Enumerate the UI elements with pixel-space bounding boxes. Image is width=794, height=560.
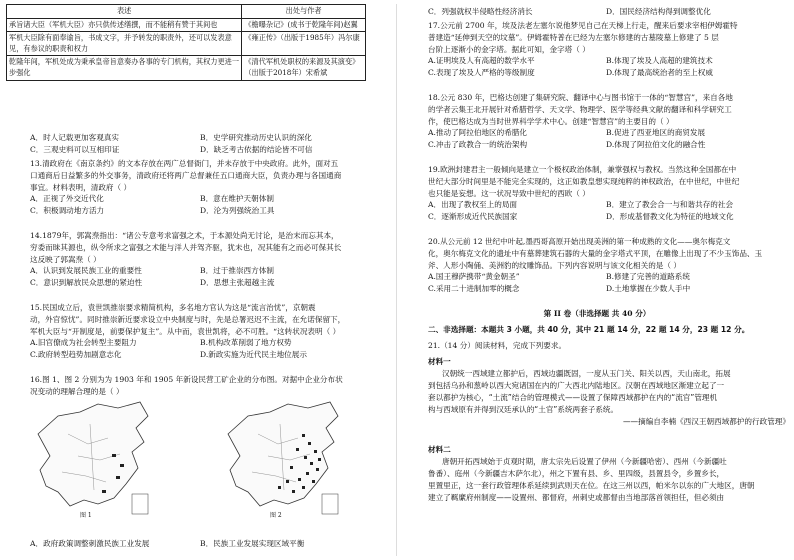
option-b: B．史学研究推动历史认识的深化 bbox=[200, 133, 312, 142]
table-cell-source: 《清代军机处职权的来源及其演变》（出版于2018年）宋希斌 bbox=[242, 56, 366, 80]
question-19 bbox=[428, 164, 790, 223]
question-20 bbox=[428, 236, 790, 295]
question-text-line: 况变动的理解合理的是（ ） bbox=[30, 386, 124, 396]
material-text-line: 构与西域原有并得到汉廷承认的“土官”系统两套子系统。 bbox=[428, 405, 619, 414]
option-c: C.政府转型趋势加剧意志化 bbox=[30, 350, 122, 360]
table-cell-source: 《雍正传》（出版于1985年）冯尔康 bbox=[242, 32, 366, 56]
table-cell-source: 《檐曝杂记》(成书于乾隆年间)赵翼 bbox=[242, 18, 366, 32]
historical-sources-table bbox=[6, 4, 366, 81]
question-text-line: 15.民国成立后，袁世凯推崇要求精简机构，多名地方官认为这是“流言治忧”，京朝震 bbox=[30, 303, 316, 312]
option-d: D.土地掌握在少数人手中 bbox=[606, 284, 691, 294]
option-b: B．建立了教会合一与和谐共存的社会 bbox=[606, 200, 734, 210]
option-d: D.体现了最高统治者的至上权威 bbox=[606, 68, 713, 78]
material-text-line: 唐朝开拓西域始于贞观时期，唐太宗先后设置了伊州（今新疆哈密）、西州（今新疆吐 bbox=[442, 457, 727, 466]
material-text-line: 套以都护为核心，“土流”结合的管理模式——设置了保障西域都护在内的“流官”管理机 bbox=[428, 393, 718, 402]
option-a: A.国王穆萨携带“黄金朝圣” bbox=[428, 272, 520, 282]
material-text-line: 里置里正，这一套行政管理体系延续到武则天在位。在这三州以西，帕米尔以东的广大地区，唐朝 bbox=[428, 481, 755, 490]
option-d: D.体现了阿拉伯文化的融合性 bbox=[606, 140, 706, 150]
option-a: A.旧官僚成为社会转型主要阻力 bbox=[30, 338, 137, 348]
material-2 bbox=[428, 444, 790, 504]
question-16-tail bbox=[428, 6, 788, 18]
question-text-line: 普建造“延伸到天空的坟墓”。伊姆霍特普在已经为左塞尔修建的古墓陵墓上修建了 5 层 bbox=[428, 32, 719, 42]
material-1-source: ——摘编自李楠《西汉王朝西域都护的行政管理》 bbox=[622, 417, 790, 426]
table-row bbox=[7, 56, 366, 80]
material-text-line: 鲁番）、庭州（今新疆吉木萨尔北），州之下置有县、乡、里四级，县置县令，乡置乡长， bbox=[428, 469, 725, 478]
table-cell-statement: 承旨诸大臣（军机大臣）亦只供传述缮撰，而不能稍有赞于其间也 bbox=[7, 18, 242, 32]
option-a: A．正视了外交近代化 bbox=[30, 194, 104, 204]
option-b: B.体现了埃及人高超的建筑技术 bbox=[606, 56, 713, 66]
question-text-line: 20.从公元前 12 世纪中叶起,墨西哥高原开始出现美洲的第一种成熟的文化——奥尔梅克文 bbox=[428, 237, 731, 246]
question-text-line: 13.清政府在《南京条约》的文本存放在两广总督衙门，并未存放于中央政府。此外，面对五 bbox=[30, 159, 339, 168]
option-a: A．政府政策调整刺激民族工业发展 bbox=[30, 539, 150, 548]
question-text-line: 军机大臣与“开制度是，前要保护复主”。从中而，袁世凯将，必不可胜。“这转状况表明（ ） bbox=[30, 326, 341, 336]
option-c: C．三观史料可以互相印证 bbox=[30, 144, 120, 154]
map-1905 bbox=[218, 394, 346, 522]
material-text-line: 汉朝统一西域建立都护后，西域边疆既固，一度从玉门关、阳关以西，天山南北，拓展 bbox=[442, 369, 731, 378]
map-1903 bbox=[28, 394, 156, 522]
question-text-line: 17.公元前 2700 年，埃及法老左塞尔说他梦见自己在天梯上行走，醒来后要求宰相伊姆霍特 bbox=[428, 21, 738, 30]
material-text-line: 到包括乌孙和葱岭以西大宛诸国在内的广大西北内陆地区。汉朝在西域地区渐建立起了一 bbox=[428, 381, 725, 390]
question-text-line: 18.公元 830 年，巴格达创建了集研究院、翻译中心与图书馆于一体的“智慧宫”，来自各地 bbox=[428, 93, 733, 102]
material-text-line: 建立了羁縻府州制度——设置州、都督府，州刺史或都督由当地部落首领担任，但必须由 bbox=[428, 493, 725, 502]
china-map-outline-2 bbox=[218, 394, 346, 522]
option-a: A．时人记载更加客观真实 bbox=[30, 133, 120, 142]
column-divider bbox=[396, 4, 397, 556]
question-text-line: 穷委而昧其源也，纵令所求之富强之术能与洋人并驾齐驱，犹未也，况其能有之而必可保其长 bbox=[30, 242, 342, 252]
question-text-line: 事宜。材料表明，清政府（ ） bbox=[30, 182, 132, 192]
option-b: B.机构改革削弱了地方权势 bbox=[200, 338, 292, 348]
option-b: B．过于推崇西方体制 bbox=[200, 266, 274, 276]
question-text-line: 世纪大部分时间里是不能完全实现的，这正如教皇想实现纯粹的神权政治，在中世纪，中世纪 bbox=[428, 176, 740, 186]
option-c: C．列强就权半侵略性经济消长 bbox=[428, 7, 533, 16]
option-c: C.冲击了政教合一的统治架构 bbox=[428, 140, 528, 150]
option-b: B．意在维护天朝体制 bbox=[200, 194, 274, 204]
question-text-line: 作，使巴格达成为当时世界科学学术中心。创建“智慧宫”的主要目的（ ） bbox=[428, 116, 674, 126]
question-17 bbox=[428, 20, 790, 79]
question-14 bbox=[30, 230, 390, 289]
option-a: A.证明埃及人有高超的数学水平 bbox=[428, 56, 535, 66]
question-18 bbox=[428, 92, 790, 151]
question-12-options bbox=[30, 132, 370, 156]
option-a: A．出现了教权至上的局面 bbox=[428, 200, 518, 210]
option-c: C.表现了埃及人严格的等级制度 bbox=[428, 68, 535, 78]
option-a: A.推动了阿拉伯地区的希腊化 bbox=[428, 128, 528, 138]
option-c: C.采用二十进制加零的概念 bbox=[428, 284, 520, 294]
table-header-statement: 表述 bbox=[7, 5, 242, 19]
question-text-line: 16.图 1、图 2 分别为为 1903 年和 1905 年新设民营工矿企业的分布图。对据中企业分布状 bbox=[30, 375, 343, 384]
table-row bbox=[7, 32, 366, 56]
option-b: B.修建了完善的道路系统 bbox=[606, 272, 690, 282]
question-text-line: 19.欧洲封建君主一般倾向是建立一个极权政治体制，兼掌强权与教权。当然这种全国都在中 bbox=[428, 165, 737, 174]
map-2-caption: 图 2 bbox=[270, 512, 282, 519]
option-d: D．思想主张超越主流 bbox=[200, 278, 275, 288]
option-b: B．民族工业发展实现区域平衡 bbox=[200, 539, 305, 548]
option-d: D．国民经济结构得到调整优化 bbox=[606, 7, 711, 16]
china-map-outline-1 bbox=[28, 394, 156, 522]
table-cell-statement: 乾隆年间，军机处成为秉承皇帝旨意奏办各事的专门机构，其权力更进一步强化 bbox=[7, 56, 242, 80]
option-c: C．积极调动地方活力 bbox=[30, 206, 105, 216]
table-header-source: 出处与作者 bbox=[242, 5, 366, 19]
question-text-line: 斧、人形小陶俑、美洲豹的纹雕饰品。下列内容说明与该文化相关的是（ ） bbox=[428, 260, 682, 270]
material-2-label: 材料二 bbox=[428, 445, 451, 454]
option-d: D.新政实施为近代民主地位展示 bbox=[200, 350, 307, 360]
table-cell-statement: 军机大臣除有面奉谕旨，书成文字，并予转发的职责外，还可以发表意见，有参议的职责和权力 bbox=[7, 32, 242, 56]
question-text-line: 这反映了郭嵩焘（ ） bbox=[30, 254, 101, 264]
question-text-line: 口通商后日益繁多的外交事务，清政府还将两广总督兼任五口通商大臣，负责办理与各国通商 bbox=[30, 170, 342, 180]
question-text-line: 也只能是妄想。这一状况导致中世纪的西欧（ ） bbox=[428, 188, 590, 198]
question-16-options bbox=[30, 538, 390, 550]
option-d: D．沦为列强统治工具 bbox=[200, 206, 275, 216]
question-21-prompt: 21.（14 分）阅读材料，完成下列要求。 bbox=[428, 341, 567, 350]
map-1-caption: 图 1 bbox=[80, 512, 92, 519]
option-c: C．逐渐形成近代民族国家 bbox=[428, 212, 518, 222]
question-text-line: 台阶上逐渐小的金字塔。据此可知，金字塔（ ） bbox=[428, 44, 590, 54]
table-row bbox=[7, 18, 366, 32]
enterprise-distribution-maps bbox=[28, 394, 358, 522]
question-text-line: 的学者云集王北开展针对希腊哲学、天文学、物理学、医学等经典文献的翻译和科学研究工 bbox=[428, 104, 732, 114]
part-2-title: 第 II 卷（非选择题 共 40 分） bbox=[543, 309, 651, 318]
question-text-line: 化，奥尔梅克文化的遗址中有墓葬建筑石器的大量的金字塔式平顶，在雕像上出现了不少玉饰品、玉 bbox=[428, 248, 763, 258]
question-13 bbox=[30, 158, 390, 217]
option-c: C．意识到解放民众思想的紧迫性 bbox=[30, 278, 143, 288]
question-15 bbox=[30, 302, 390, 361]
option-d: D．缺乏考古依据的结论皆不可信 bbox=[200, 144, 313, 154]
option-d: D．形成基督教文化为特征的地域文化 bbox=[606, 212, 734, 222]
part-2-heading: 二、非选择题：本题共 3 小题，共 40 分，其中 21 题 14 分，22 题 14 分，23 题 12 分。 bbox=[428, 325, 750, 334]
material-1-label: 材料一 bbox=[428, 357, 451, 366]
table-header-row bbox=[7, 5, 366, 19]
question-text-line: 14.1879年，郭嵩焘指出：“诸公专意考求富强之术，于本源处尚无讨论，是治末而忘其本， bbox=[30, 231, 339, 240]
question-text-line: 动，外官惊忧”。同时推崇新近要求设立中央制度与时，先是总署迟迟不主流，在允诺保留下， bbox=[30, 314, 346, 324]
material-1 bbox=[428, 356, 790, 428]
option-a: A．认识到发展民族工业的重要性 bbox=[30, 266, 142, 276]
option-b: B.促进了西亚地区的商贸发展 bbox=[606, 128, 706, 138]
